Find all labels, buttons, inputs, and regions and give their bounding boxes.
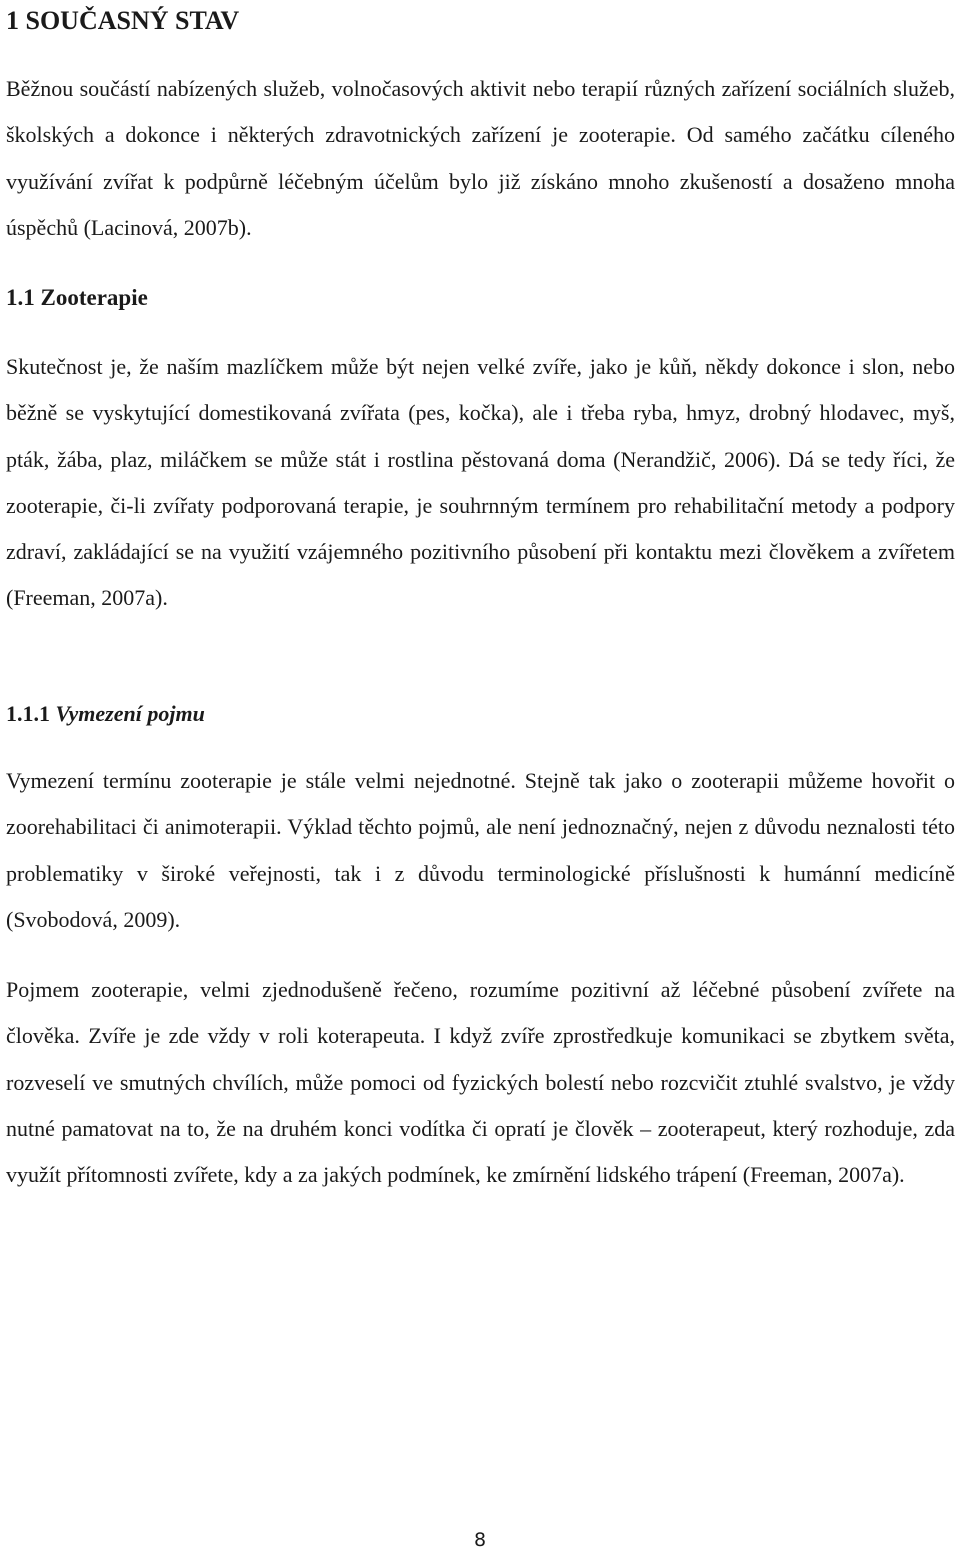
definition-paragraph: Vymezení termínu zooterapie je stále velmi nejednotné. Stejně tak jako o zooterapii můžeme hovořit o zoorehabilitaci či animoterapii. Výklad těchto pojmů, ale není jednoznačný, nejen z důvodu neznalosti této problematiky v široké veřejnosti, tak i z důvodu terminologické příslušnosti k humánní medicíně (Svobodová, 2009). — [6, 768, 955, 932]
subsection-heading — [6, 700, 205, 728]
subsection-title: Vymezení pojmu — [55, 701, 205, 726]
intro-paragraph: Běžnou součástí nabízených služeb, volnočasových aktivit nebo terapií různých zařízení sociálních služeb, školských a dokonce i některých zdravotnických zařízení je zooterapie. Od samého začátku cíleného využívání zvířat k podpůrně léčebným účelům bylo již získáno mnoho zkušeností a dosaženo mnoha úspěchů (Lacinová, 2007b). — [6, 76, 955, 240]
section-heading: 1.1 Zooterapie — [6, 285, 148, 310]
concept-paragraph: Pojmem zooterapie, velmi zjednodušeně řečeno, rozumíme pozitivní až léčebné působení zvířete na člověka. Zvíře je zde vždy v roli koterapeuta. I když zvíře zprostředkuje komunikaci se zbytkem světa, rozveselí ve smutných chvílích, může pomoci od fyzických bolestí nebo rozcvičit ztuhlé svalstvo, je vždy nutné pamatovat na to, že na druhém konci vodítka či opratí je člověk – zooterapeut, který rozhoduje, zda využít přítomnosti zvířete, kdy a za jakých podmínek, ke zmírnění lidského trápení (Freeman, 2007a). — [6, 977, 955, 1188]
page-number: 8 — [473, 1529, 487, 1551]
chapter-heading: 1 SOUČASNÝ STAV — [6, 6, 240, 35]
zooterapie-paragraph: Skutečnost je, že naším mazlíčkem může být nejen velké zvíře, jako je kůň, někdy dokonce i slon, nebo běžně se vyskytující domestikovaná zvířata (pes, kočka), ale i třeba ryba, hmyz, drobný hlodavec, myš, pták, žába, plaz, miláčkem se může stát i rostlina pěstovaná doma (Nerandžič, 2006). Dá se tedy říci, že zooterapie, či-li zvířaty podporovaná terapie, je souhrnným termínem pro rehabilitační metody a podpory zdraví, zakládající se na využití vzájemného pozitivního působení při kontaktu mezi člověkem a zvířetem (Freeman, 2007a). — [6, 354, 955, 611]
subsection-number: 1.1.1 — [6, 701, 50, 726]
